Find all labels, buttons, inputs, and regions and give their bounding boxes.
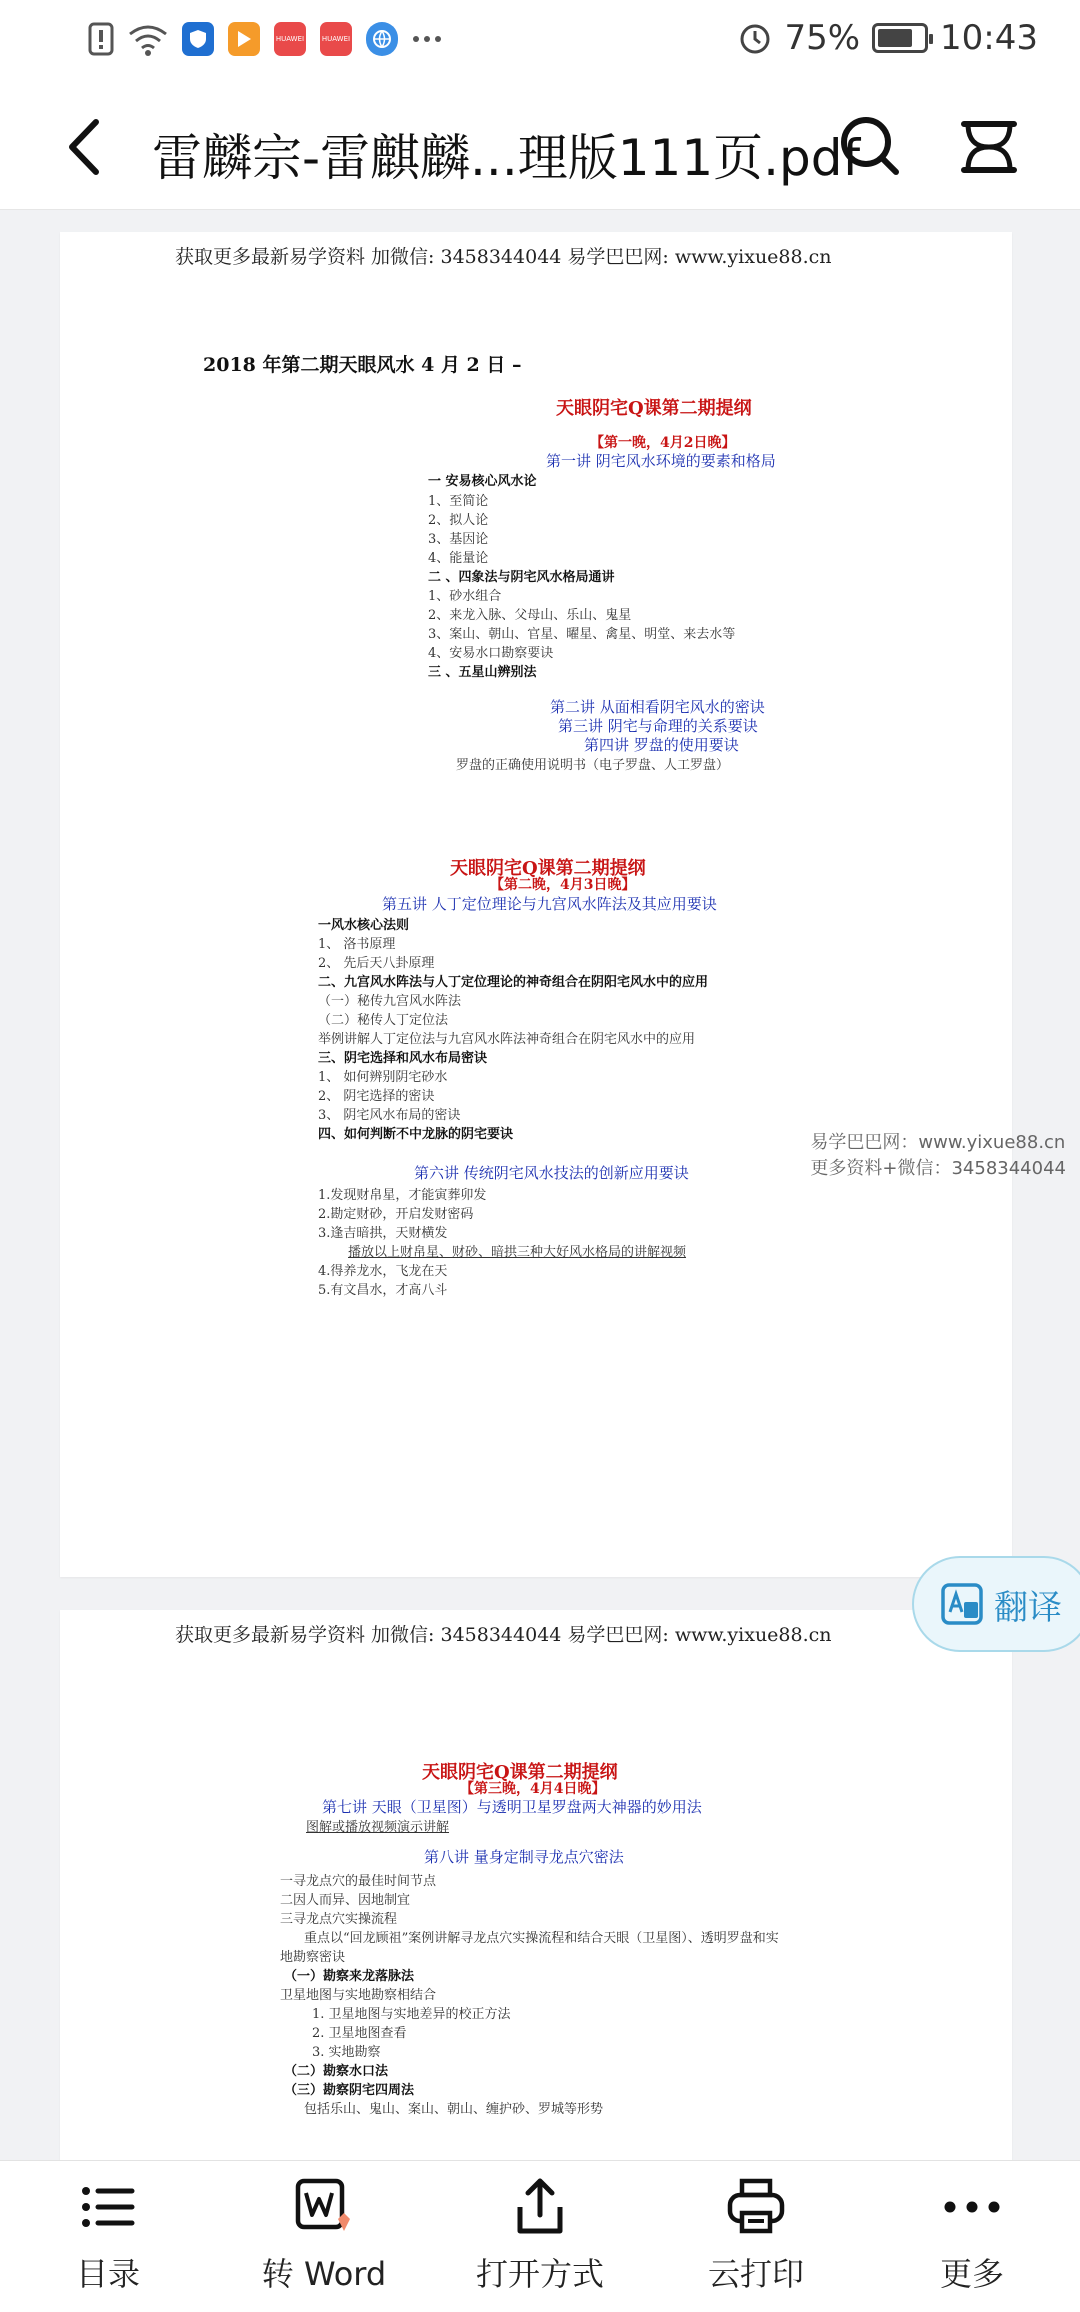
list-item: 1、至简论	[428, 494, 489, 509]
list-item: 4.得养龙水，飞龙在天	[318, 1264, 448, 1279]
paragraph: 卫星地图与实地勘察相结合	[280, 1988, 437, 2003]
list-item: （一）秘传九宫风水阵法	[318, 994, 462, 1009]
section-heading: 一 安易核心风水论	[428, 474, 537, 489]
lecture-heading: 第四讲 罗盘的使用要诀	[584, 736, 739, 754]
section-heading: （一）勘察来龙落脉法	[284, 1969, 415, 1984]
paragraph: 重点以“回龙顾祖”案例讲解寻龙点穴实操流程和结合天眼（卫星图）、透明罗盘和实	[304, 1931, 779, 1946]
toolbar-item-open-with[interactable]	[432, 2161, 648, 2312]
wifi-icon	[128, 22, 168, 56]
back-arrow-icon	[56, 112, 116, 182]
section-heading: 一风水核心法则	[318, 918, 410, 933]
list-icon	[76, 2175, 140, 2239]
watermark-line: 更多资料+微信：3458344044	[810, 1158, 1066, 1179]
paragraph: 包括乐山、鬼山、案山、朝山、缠护砂、罗城等形势	[304, 2102, 604, 2117]
toolbar-item-cloud-print[interactable]	[648, 2161, 864, 2312]
lecture-heading: 第二讲 从面相看阴宅风水的密诀	[550, 698, 765, 716]
more-dots-icon	[412, 34, 442, 44]
list-item: 二因人而异、因地制宜	[280, 1893, 411, 1908]
list-item: 4、安易水口勘察要诀	[428, 646, 554, 661]
outline-title: 天眼阴宅Q课第二期提纲	[556, 398, 752, 419]
list-item: 2、拟人论	[428, 513, 489, 528]
list-item: 3. 实地勘察	[312, 2045, 381, 2060]
pdf-page-1[interactable]	[60, 232, 1012, 1577]
huawei-app-icon: HUAWEI	[274, 22, 306, 56]
search-button[interactable]	[838, 114, 902, 178]
list-item: 1、砂水组合	[428, 589, 502, 604]
toolbar-label: 打开方式	[475, 2255, 604, 2293]
page-header: 获取更多最新易学资料 加微信: 3458344044 易学巴巴网: www.yixue88.cn	[175, 1624, 832, 1646]
status-icons	[88, 22, 442, 56]
page-header: 获取更多最新易学资料 加微信: 3458344044 易学巴巴网: www.yixue88.cn	[175, 246, 832, 268]
list-item: 1. 卫星地图与实地差异的校正方法	[312, 2007, 511, 2022]
alert-icon	[88, 22, 114, 56]
watermark	[810, 1130, 1066, 1182]
list-item: 3、基因论	[428, 532, 489, 547]
list-item: 3、 阴宅风水布局的密诀	[318, 1108, 461, 1123]
section-heading: 二、九宫风水阵法与人丁定位理论的神奇组合在阴阳宅风水中的应用	[318, 975, 709, 990]
date-line: 2018 年第二期天眼风水 4 月 2 日 –	[203, 354, 522, 376]
outline-title: 天眼阴宅Q课第二期提纲	[450, 858, 646, 879]
document-title: 雷麟宗-雷麒麟...理版111页.pdf	[152, 129, 861, 187]
night-heading: 【第二晚，4月3日晚】	[490, 877, 636, 893]
share-open-icon	[508, 2175, 572, 2239]
lecture-heading: 第三讲 阴宅与命理的关系要诀	[558, 717, 758, 735]
section-heading: （三）勘察阴宅四周法	[284, 2083, 415, 2098]
battery-percent: 75%	[784, 18, 861, 58]
title-bar	[0, 82, 1080, 210]
list-item: 3、案山、朝山、官星、曜星、禽星、明堂、来去水等	[428, 627, 736, 642]
toolbar-label: 转 Word	[261, 2255, 387, 2293]
translate-label: 翻译	[994, 1587, 1062, 1628]
paragraph: 地勘察密诀	[280, 1950, 346, 1965]
night-heading: 【第三晚，4月4日晚】	[460, 1781, 606, 1797]
huawei-app-icon: HUAWEI	[320, 22, 352, 56]
list-item: 举例讲解人丁定位法与九宫风水阵法神奇组合在阴宅风水中的应用	[318, 1032, 696, 1047]
search-icon	[838, 114, 902, 178]
toolbar-item-convert-word[interactable]	[216, 2161, 432, 2312]
section-heading: 三 、五星山辨别法	[428, 665, 537, 680]
video-link[interactable]: 图解或播放视频演示讲解	[306, 1820, 450, 1835]
section-heading: 三、阴宅选择和风水布局密诀	[318, 1051, 488, 1066]
list-item: 4、能量论	[428, 551, 489, 566]
list-item: 2、 先后天八卦原理	[318, 956, 435, 971]
lecture-heading: 第八讲 量身定制寻龙点穴密法	[424, 1848, 624, 1866]
outline-title: 天眼阴宅Q课第二期提纲	[422, 1762, 618, 1783]
list-item: 2. 卫星地图查看	[312, 2026, 407, 2041]
list-item: 1.发现财帛星，才能寅葬卯发	[318, 1188, 487, 1203]
lecture-note: 罗盘的正确使用说明书（电子罗盘、人工罗盘）	[456, 758, 730, 773]
pdf-page-2[interactable]	[60, 1610, 1012, 2170]
view-mode-button[interactable]	[960, 118, 1018, 176]
battery-icon	[872, 23, 928, 53]
toolbar-item-more[interactable]	[864, 2161, 1080, 2312]
lecture-heading: 第五讲 人丁定位理论与九宫风水阵法及其应用要诀	[382, 895, 717, 913]
lecture-heading: 第七讲 天眼（卫星图）与透明卫星罗盘两大神器的妙用法	[322, 1798, 702, 1816]
browser-app-icon	[366, 22, 398, 56]
video-link[interactable]: 播放以上财帛星、财砂、暗拱三种大好风水格局的讲解视频	[348, 1245, 687, 1260]
list-item: 3.逢吉暗拱，天财横发	[318, 1226, 448, 1241]
alarm-icon	[738, 21, 772, 55]
list-item: 1、 洛书原理	[318, 937, 396, 952]
shield-app-icon	[182, 22, 214, 56]
status-right	[738, 18, 1038, 58]
night-heading: 【第一晚，4月2日晚】	[590, 435, 736, 451]
lecture-heading: 第一讲 阴宅风水环境的要素和格局	[546, 452, 776, 470]
translate-button[interactable]	[912, 1556, 1080, 1652]
more-dots-icon	[940, 2175, 1004, 2239]
list-item: 一寻龙点穴的最佳时间节点	[280, 1874, 437, 1889]
translate-icon	[940, 1582, 984, 1626]
back-button[interactable]	[56, 112, 116, 182]
convert-word-icon	[292, 2175, 356, 2239]
status-bar	[0, 0, 1080, 82]
section-heading: （二）勘察水口法	[284, 2064, 389, 2079]
list-item: 2、来龙入脉、父母山、乐山、鬼星	[428, 608, 632, 623]
cloud-print-icon	[724, 2175, 788, 2239]
list-item: 三寻龙点穴实操流程	[280, 1912, 398, 1927]
list-item: 1、 如何辨别阴宅砂水	[318, 1070, 448, 1085]
toolbar-item-contents[interactable]	[0, 2161, 216, 2312]
section-heading: 四、如何判断不中龙脉的阴宅要诀	[318, 1127, 514, 1142]
section-heading: 二 、四象法与阴宅风水格局通讲	[428, 570, 615, 585]
bottom-toolbar	[0, 2160, 1080, 2312]
list-item: 2、 阴宅选择的密诀	[318, 1089, 435, 1104]
toolbar-label: 云打印	[707, 2255, 804, 2293]
lecture-heading: 第六讲 传统阴宅风水技法的创新应用要诀	[414, 1164, 689, 1182]
toolbar-label: 目录	[75, 2255, 140, 2293]
watermark-line: 易学巴巴网：www.yixue88.cn	[810, 1132, 1066, 1153]
list-item: 5.有文昌水，才高八斗	[318, 1283, 448, 1298]
expand-collapse-icon	[960, 118, 1018, 176]
list-item: 2.勘定财砂，开启发财密码	[318, 1207, 474, 1222]
list-item: （二）秘传人丁定位法	[318, 1013, 449, 1028]
play-app-icon	[228, 22, 260, 56]
toolbar-label: 更多	[939, 2255, 1004, 2293]
clock: 10:43	[940, 18, 1038, 58]
